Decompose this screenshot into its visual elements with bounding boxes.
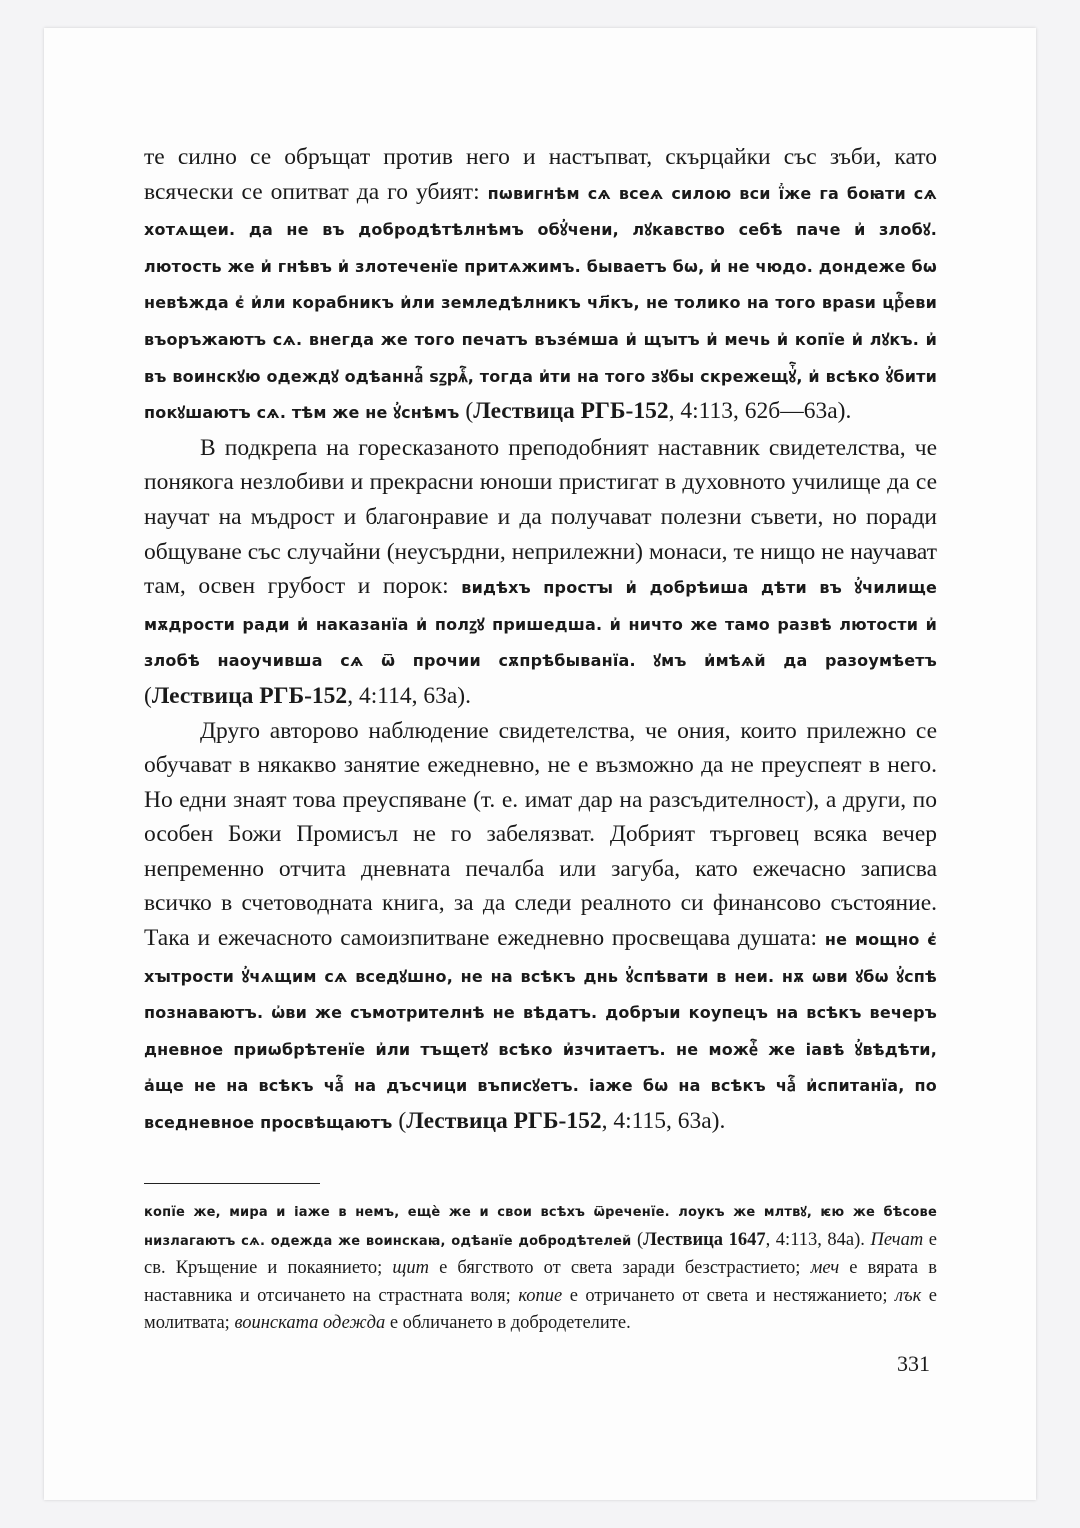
footnote-term: Печат bbox=[870, 1229, 924, 1250]
citation-ref: , 4:113, 62б—63а). bbox=[668, 398, 852, 425]
footnote-term: воинската одежда bbox=[234, 1313, 386, 1333]
citation-source: Лествица РГБ-152 bbox=[151, 682, 348, 709]
citation-ref: , 4:115, 63а). bbox=[601, 1108, 726, 1135]
church-slavonic-quote: видѣхъ простꙑ и҆ добрѣиша дѣти въ ꙋ҆чилище мѫдрости ради и҆ наказанїа и҆ полꙁꙋ пришедша. и҆ ничто же тамо развѣ лютости и҆ злобѣ наоучивша сѧ ѿ прочии сѫпрѣбыванїа. ꙋмъ и҆мѣѧй да разоумѣетъ bbox=[144, 578, 938, 671]
footnote-definition: е бягството от света заради безстрастието; bbox=[428, 1258, 811, 1278]
page-number: 331 bbox=[897, 1351, 930, 1376]
footnote-definition: е вярата в наставника и отсичането на страстната воля; bbox=[144, 1258, 937, 1306]
footnote-term: лък bbox=[894, 1285, 922, 1306]
footnote-definition: е св. Кръщение и покаянието; bbox=[144, 1229, 938, 1278]
footnote-definition: е обличането в добродетелите. bbox=[385, 1313, 631, 1333]
footnote-area bbox=[144, 1183, 937, 1338]
paragraph-text: В подкрепа на горесказаното преподобният наставник свидетелства, че понякога незлобиви и прекрасни юноши пристигат в духовното училище да се научат на мъдрост и благонравие и да получават полезни съвети, но поради общуване със случайни (неусърдни, неприлежни) монаси, те нищо не научават там, освен грубост и порок: bbox=[144, 434, 937, 600]
body-text bbox=[144, 140, 937, 1141]
paragraph-text: Друго авторово наблюдение свидетелства, че ония, които прилежно се обучават в някакво занятие ежедневно, не е възможно да не преуспеят в него. Но едни знаят това преуспяване (т. е. имат дар на разсъдителност), а други, по особен Божи Промисъл не го забелязват. Добрият търговец всяка вечер непременно отчита дневната печалба или загуба, като ежечасно записва всичко в счетоводната книга, за да следи реалното си финансово състояние. Така и ежечасното самоизпитване ежедневно просвещава душата: bbox=[144, 717, 937, 952]
citation-ref: , 4:113, 84а). bbox=[765, 1229, 871, 1250]
footnote: копїе же, мира и іаже в немъ, ещѐ же и свои всѣхъ ѿреченїе. лоукъ же млтвꙋ, ѥю же бѣсове низлагаютъ сѧ. одежда же воинскаꙗ, одѣанїе добродѣтелей (Лествица 1647, 4:113, 84а). Печат е св. Кръщение и покаянието; щит е бягството от света заради безстрастието; меч е вярата в наставника и отсичането на страстната воля; копие е отричането от света и нестяжанието; лък е молитвата; воинската одежда е обличането в добродетелите. bbox=[144, 1205, 938, 1333]
citation-source: Лествица 1647 bbox=[643, 1229, 766, 1250]
footnote-term: щит bbox=[392, 1258, 429, 1278]
footnote-definition: е молитвата; bbox=[144, 1285, 937, 1333]
citation-source: Лествица РГБ-152 bbox=[406, 1108, 602, 1135]
citation-source: Лествица РГБ-152 bbox=[473, 398, 669, 425]
document-page bbox=[44, 28, 1036, 1500]
paragraph-2: В подкрепа на горесказаното преподобният наставник свидетелства, че понякога незлобиви и прекрасни юноши пристигат в духовното училище да се научат на мъдрост и благонравие и да получават полезни съвети, но поради общуване със случайни (неусърдни, неприлежни) монаси, те нищо не научават там, освен грубост и порок: видѣхъ простꙑ и҆ добрѣиша дѣти въ ꙋ҆чилище мѫдрости ради и҆ наказанїа и҆ полꙁꙋ пришедша. и҆ ничто же тамо развѣ лютости и҆ злобѣ наоучивша сѧ ѿ прочии сѫпрѣбыванїа. ꙋмъ и҆мѣѧй да разоумѣетъ (Лествица РГБ-152, 4:114, 63а). bbox=[144, 434, 938, 709]
paragraph-1: те силно се обръщат против него и настъпват, скърцайки със зъби, като всячески се опитват да го убият: пѡвигнѣм сѧ всеѧ силою вси ї҆же га боꙗти сѧ хотѧщеи. да не въ добродѣтѣлнѣмъ обꙋ҆чени, лꙋкавство себѣ паче и҆ злобꙋ. лютость же и҆ гнѣвъ и҆ злотеченїе притѧжимъ. бываетъ бѡ, и҆ не чюдо. дондеже бѡ невѣжда є҆ и҆ли корабникъ и҆ли земледѣлникъ чл҃къ, не толико на того враѕи црⷭ҇еви въоръжаютъ сѧ. внегда же того печатъ възе́мша и҆ щꙑтъ и҆ мечь и҆ копїе и҆ лꙋкъ. и҆ въ воинскꙋю одеждꙋ одѣаннаⷢ҇ ѕꙁрѧⷭ҇, тогда и҆ти на того зꙋбы скрежещꙋⷮ҇, и҆ всѣко ꙋ҆бити покꙋшаютъ сѧ. тѣм же не ꙋ҆снѣмъ (Лествица РГБ-152, 4:113, 62б—63а). bbox=[144, 144, 937, 425]
footnote-divider bbox=[144, 1183, 320, 1184]
citation-ref: , 4:114, 63а). bbox=[347, 682, 471, 709]
footnote-term: меч bbox=[810, 1258, 840, 1278]
church-slavonic-quote: пѡвигнѣм сѧ всеѧ силою вси ї҆же га боꙗти сѧ хотѧщеи. да не въ добродѣтѣлнѣмъ обꙋ҆чени, лꙋкавство себѣ паче и҆ злобꙋ. лютость же и҆ гнѣвъ и҆ злотеченїе притѧжимъ. бываетъ бѡ, и҆ не чюдо. дондеже бѡ невѣжда є҆ и҆ли корабникъ и҆ли земледѣлникъ чл҃къ, не толико на того враѕи црⷭ҇еви въоръжаютъ сѧ. внегда же того печатъ възе́мша и҆ щꙑтъ и҆ мечь и҆ копїе и҆ лꙋкъ. и҆ въ воинскꙋю одеждꙋ одѣаннаⷢ҇ ѕꙁрѧⷭ҇, тогда и҆ти на того зꙋбы скрежещꙋⷮ҇, и҆ всѣко ꙋ҆бити покꙋшаютъ сѧ. тѣм же не ꙋ҆снѣмъ bbox=[144, 183, 937, 423]
church-slavonic-quote: копїе же, мира и іаже в немъ, ещѐ же и свои всѣхъ ѿреченїе. лоукъ же млтвꙋ, ѥю же бѣсове низлагаютъ сѧ. одежда же воинскаꙗ, одѣанїе добродѣтелей bbox=[144, 1205, 937, 1249]
footnote-definition: е отричането от света и нестяжанието; bbox=[562, 1285, 895, 1306]
footnote-term: копие bbox=[518, 1285, 563, 1306]
church-slavonic-quote: не мощно є҆ хꙑтрости ꙋ҆чѧщим сѧ вседꙋшно, не на всѣкъ днь ꙋ҆спѣвати в неи. нѫ ѡви ꙋбѡ ꙋ҆спѣ познаваютъ. ѡ҆ви же съмотрителнѣ не вѣдатъ. добрꙑи коупецъ на всѣкъ вечеръ дневное приѡбрѣтенїе и҆ли тъщетꙋ всѣко и҆зчитаетъ. не можеⷮ҇ же іавѣ ꙋ҆вѣдѣти, а҆ще не на всѣкъ чаⷭ҇ на дъсчици въписꙋетъ. іаже бѡ на всѣкъ чаⷭ҇ и҆спитанїа, по вседневное просвѣщаютъ bbox=[144, 930, 937, 1133]
paragraph-text: те силно се обръщат против него и настъпват, скърцайки със зъби, като всячески се опитват да го убият: bbox=[144, 144, 937, 205]
paragraph-3: Друго авторово наблюдение свидетелства, че ония, които прилежно се обучават в някакво занятие ежедневно, не е възможно да не преуспеят в него. Но едни знаят това преуспяване (т. е. имат дар на разсъдителност), а други, по особен Божи Промисъл не го забелязват. Добрият търговец всяка вечер непременно отчита дневната печалба или загуба, като ежечасно записва всичко в счетоводната книга, за да следи реалното си финансово състояние. Така и ежечасното самоизпитване ежедневно просвещава душата: не мощно є҆ хꙑтрости ꙋ҆чѧщим сѧ вседꙋшно, не на всѣкъ днь ꙋ҆спѣвати в неи. нѫ ѡви ꙋбѡ ꙋ҆спѣ познаваютъ. ѡ҆ви же съмотрителнѣ не вѣдатъ. добрꙑи коупецъ на всѣкъ вечеръ дневное приѡбрѣтенїе и҆ли тъщетꙋ всѣко и҆зчитаетъ. не можеⷮ҇ же іавѣ ꙋ҆вѣдѣти, а҆ще не на всѣкъ чаⷭ҇ на дъсчици въписꙋетъ. іаже бѡ на всѣкъ чаⷭ҇ и҆спитанїа, по вседневное просвѣщаютъ (Лествица РГБ-152, 4:115, 63а). bbox=[144, 717, 937, 1135]
